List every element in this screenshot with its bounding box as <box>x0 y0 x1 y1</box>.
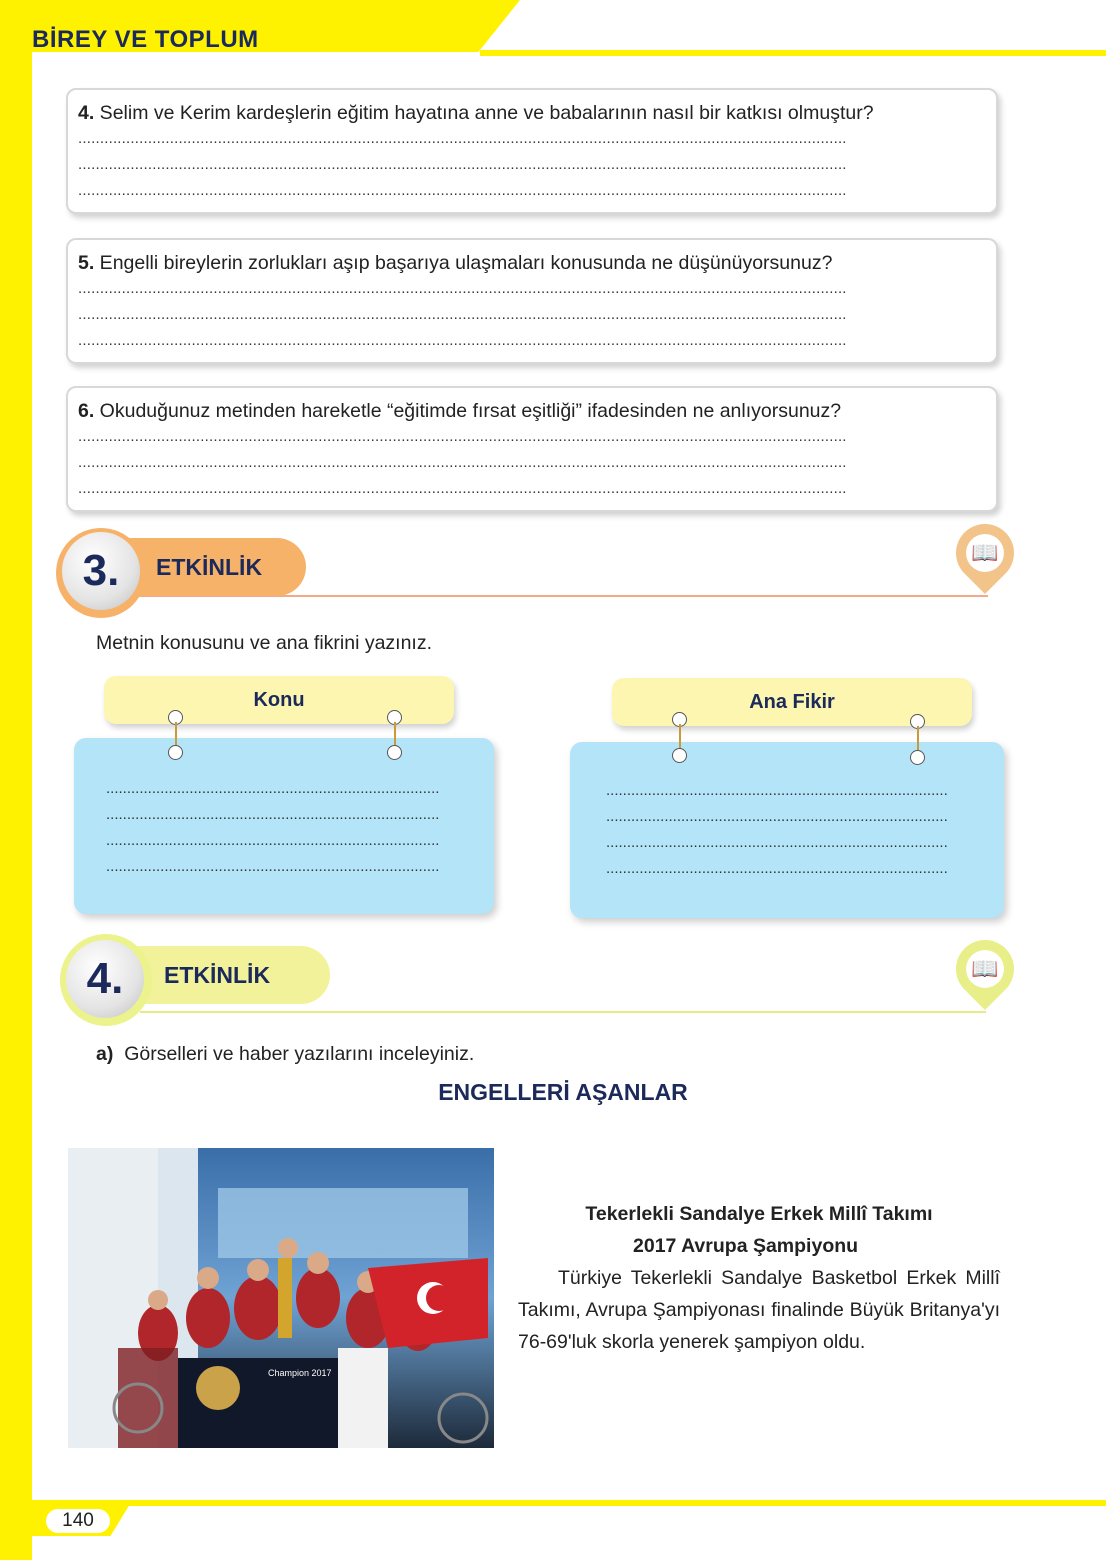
activity-4-label: ETKİNLİK <box>164 961 271 988</box>
answer-line[interactable]: .................................................................................. <box>606 834 948 851</box>
answer-line[interactable]: .................................................................................. <box>606 782 948 799</box>
question-box-6 <box>66 386 998 512</box>
page-left-bar <box>0 0 32 1560</box>
answer-line[interactable]: .................................................................................. <box>606 860 948 877</box>
activity-3-number: 3. <box>82 546 120 595</box>
news-headline-line2: 2017 Avrupa Şampiyonu <box>633 1235 859 1257</box>
team-celebration-photo <box>68 1148 494 1448</box>
question-4-text: 4. Selim ve Kerim kardeşlerin eğitim hayatına anne ve babalarının nasıl bir katkısı olmuştur? <box>78 102 874 124</box>
answer-line[interactable]: ................................................................................................................................................................................ <box>78 332 847 349</box>
binder-ring <box>672 748 687 763</box>
book-icon: 📖 <box>966 950 1004 988</box>
header-line <box>480 50 1106 56</box>
item-marker: a) <box>96 1043 114 1065</box>
page-number: 140 <box>46 1509 110 1533</box>
book-pin-icon <box>956 940 1014 998</box>
answer-line[interactable]: ................................................................................ <box>106 780 440 797</box>
activity-3-number-badge <box>62 532 140 610</box>
answer-line[interactable]: ................................................................................ <box>106 806 440 823</box>
activity-4-instruction <box>96 1043 474 1066</box>
activity-4-pill <box>124 946 330 1004</box>
activity-3-pill <box>120 538 306 596</box>
activity-3-instruction: Metnin konusunu ve ana fikrini yazınız. <box>96 632 433 654</box>
book-pin-icon <box>956 524 1014 582</box>
activity-4-number-badge <box>66 940 144 1018</box>
photo-banner-text: Champion 2017 <box>268 1368 332 1378</box>
answer-line[interactable]: ................................................................................................................................................................................ <box>78 428 847 445</box>
answer-line[interactable]: ................................................................................................................................................................................ <box>78 182 847 199</box>
answer-line[interactable]: ................................................................................................................................................................................ <box>78 306 847 323</box>
question-box-5 <box>66 238 998 364</box>
konu-label-box: Konu <box>104 676 454 724</box>
answer-line[interactable]: ................................................................................................................................................................................ <box>78 156 847 173</box>
binder-ring <box>387 745 402 760</box>
ana-fikir-answer-box <box>570 742 1004 918</box>
answer-line[interactable]: ................................................................................................................................................................................ <box>78 130 847 147</box>
footer-line <box>32 1500 1106 1506</box>
question-5-text: 5. Engelli bireylerin zorlukları aşıp başarıya ulaşmaları konusunda ne düşünüyorsunuz? <box>78 252 833 274</box>
question-box-4 <box>66 88 998 214</box>
page-title: BİREY VE TOPLUM <box>32 26 259 53</box>
binder-link <box>917 726 919 752</box>
question-6-text: 6. Okuduğunuz metinden hareketle “eğitimde fırsat eşitliği” ifadesinden ne anlıyorsunuz? <box>78 400 842 422</box>
news-article <box>518 1198 1000 1358</box>
instruction-text: Görselleri ve haber yazılarını inceleyiniz. <box>124 1043 475 1065</box>
answer-line[interactable]: ................................................................................................................................................................................ <box>78 480 847 497</box>
answer-line[interactable]: ................................................................................................................................................................................ <box>78 280 847 297</box>
konu-answer-box <box>74 738 494 914</box>
answer-line[interactable]: ................................................................................ <box>106 832 440 849</box>
binder-ring <box>910 750 925 765</box>
binder-ring <box>168 745 183 760</box>
answer-line[interactable]: ................................................................................................................................................................................ <box>78 454 847 471</box>
binder-link <box>679 724 681 750</box>
ana-fikir-label-box: Ana Fikir <box>612 678 972 726</box>
activity-4-rule <box>140 1011 986 1013</box>
news-body: Türkiye Tekerlekli Sandalye Basketbol Erkek Millî Takımı, Avrupa Şampiyonası finalinde Büyük Britanya'yı 76-69'luk skorla yenerek şampiyon oldu. <box>518 1267 1000 1353</box>
answer-line[interactable]: ................................................................................ <box>106 858 440 875</box>
activity-4-number: 4. <box>86 954 124 1003</box>
news-headline-line1: Tekerlekli Sandalye Erkek Millî Takımı <box>585 1203 933 1225</box>
answer-line[interactable]: .................................................................................. <box>606 808 948 825</box>
activity-3-label: ETKİNLİK <box>156 553 263 580</box>
book-icon: 📖 <box>966 534 1004 572</box>
news-section-title: ENGELLERİ AŞANLAR <box>438 1079 688 1105</box>
